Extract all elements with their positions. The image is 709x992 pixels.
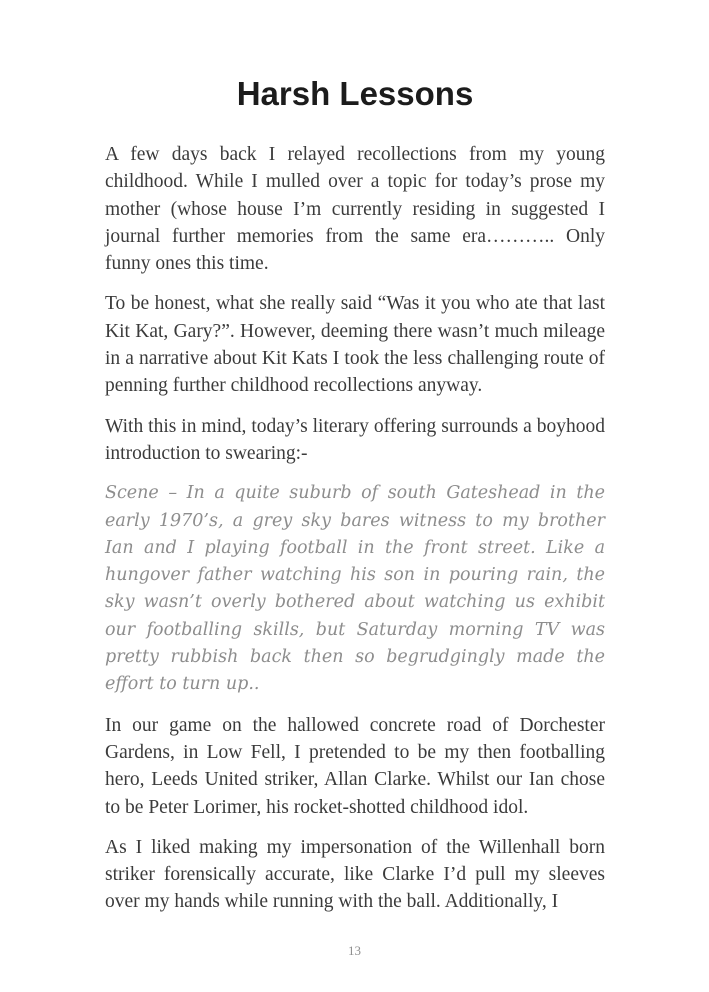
body-paragraph-2: To be honest, what she really said “Was it you who ate that last Kit Kat, Gary?”. However, deeming there wasn’t much mileage in a narrative about Kit Kats I took the less challenging route of penning further childhood recollections anyway. [105, 293, 605, 397]
page-title: Harsh Lessons [236, 75, 474, 112]
body-paragraph-1: A few days back I relayed recollections from my young childhood. While I mulled over a topic for today’s prose my mother (whose house I’m currently residing in suggested I journal further memories from the same era……….. Only funny ones this time. [105, 144, 605, 275]
body-paragraph-5: In our game on the hallowed concrete road of Dorchester Gardens, in Low Fell, I pretended to be my then footballing hero, Leeds United striker, Allan Clarke. Whilst our Ian chose to be Peter Lorimer, his rocket-shotted childhood idol. [105, 714, 605, 818]
page-number: 13 [348, 943, 361, 958]
scene-paragraph: Scene – In a quite suburb of south Gateshead in the early 1970’s, a grey sky bares witness to my brother Ian and I playing football in the front street. Like a hungover father watching his son in pouring rain, the sky wasn’t overly bothered about watching us exhibit our footballing skills, but Saturday morning TV was pretty rubbish back then so begrudgingly made the effort to turn up.. [105, 483, 605, 695]
body-paragraph-6: As I liked making my impersonation of the Willenhall born striker forensically accurate, like Clarke I’d pull my sleeves over my hands while running with the ball. Additionally, I [105, 836, 605, 913]
body-paragraph-3: With this in mind, today’s literary offering surrounds a boyhood introduction to swearing:- [105, 415, 605, 464]
